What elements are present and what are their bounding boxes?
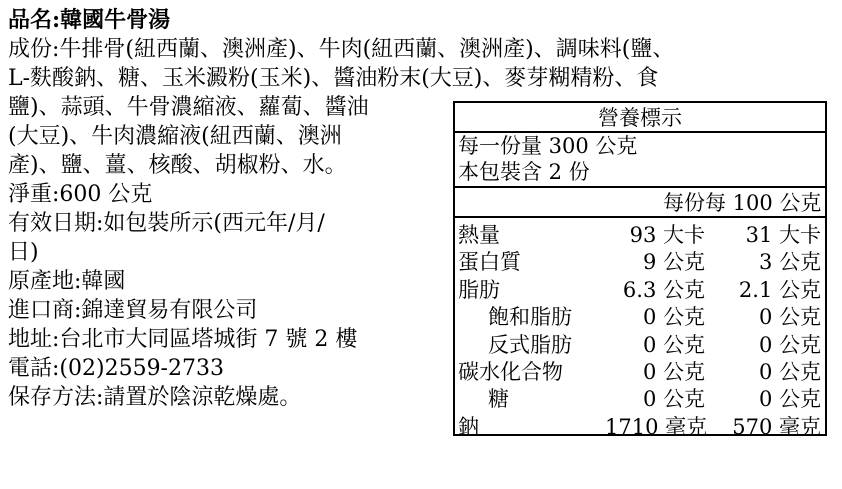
nutrient-per-100g: 3 公克 — [758, 250, 821, 275]
nutrient-name — [455, 304, 605, 331]
nutrient-name-text: 糖 — [488, 387, 509, 412]
nutrition-row — [455, 414, 825, 441]
nutrient-per-100g: 0 公克 — [758, 387, 821, 412]
nutrient-name — [455, 386, 605, 413]
nutrient-name-text: 反式脂肪 — [488, 332, 572, 357]
servings-per-package: 本包裝含 2 份 — [458, 160, 590, 184]
nutrient-per-serving: 0 公克 — [642, 387, 705, 412]
expiry-line-2: 日) — [8, 240, 39, 265]
nutrition-title: 營養標示 — [455, 103, 825, 133]
nutrient-per-100g: 570 毫克 — [732, 414, 821, 439]
expiry-line-1: 有效日期:如包裝所示(西元年/月/ — [8, 211, 325, 236]
header-per-100g: 每 100 公克 — [705, 191, 822, 215]
net-weight: 淨重:600 公克 — [8, 182, 153, 207]
nutrient-name: 脂肪 — [458, 277, 500, 302]
ingredients-line-4: (大豆)、牛肉濃縮液(紐西蘭、澳洲 — [8, 124, 342, 149]
nutrition-row — [455, 386, 825, 413]
nutrient-name: 熱量 — [458, 223, 500, 247]
nutrient-per-100g: 0 公克 — [758, 332, 821, 357]
phone: 電話:(02)2559-2733 — [8, 356, 224, 381]
nutrition-row — [455, 332, 825, 359]
serving-info — [455, 133, 825, 188]
nutrition-row — [455, 222, 825, 249]
nutrient-name-text: 飽和脂肪 — [488, 305, 572, 330]
nutrient-per-serving: 6.3 公克 — [622, 277, 705, 302]
nutrition-header-row — [455, 188, 825, 218]
nutrient-per-serving: 0 公克 — [642, 332, 705, 357]
nutrient-per-serving: 0 公克 — [642, 359, 705, 384]
ingredients-line-1: 成份:牛排骨(紐西蘭、澳洲產)、牛肉(紐西蘭、澳洲產)、調味料(鹽、 — [8, 37, 675, 62]
nutrition-facts-table — [453, 101, 827, 439]
nutrient-per-serving: 0 公克 — [642, 305, 705, 330]
nutrient-per-100g: 2.1 公克 — [738, 277, 821, 302]
ingredients-line-3: 鹽)、蒜頭、牛骨濃縮液、蘿蔔、醬油 — [8, 95, 369, 120]
nutrient-per-100g: 0 公克 — [758, 305, 821, 330]
nutrient-name: 蛋白質 — [458, 250, 521, 275]
nutrient-per-100g: 31 大卡 — [745, 223, 821, 247]
product-name: 品名:韓國牛骨湯 — [8, 7, 171, 33]
nutrition-row — [455, 304, 825, 331]
header-blank — [455, 188, 605, 216]
serving-size: 每一份量 300 公克 — [458, 134, 638, 158]
importer: 進口商:錦達貿易有限公司 — [8, 298, 258, 323]
ingredients-line-5: 產)、鹽、薑、核酸、胡椒粉、水。 — [8, 153, 347, 178]
nutrient-per-serving: 1710 毫克 — [605, 414, 708, 439]
origin: 原產地:韓國 — [8, 269, 126, 294]
nutrient-per-100g: 0 公克 — [758, 359, 821, 384]
nutrition-row — [455, 359, 825, 386]
nutrient-per-serving: 9 公克 — [642, 250, 705, 275]
nutrient-name: 鈉 — [458, 414, 479, 439]
nutrient-name — [455, 332, 605, 359]
nutrition-row — [455, 277, 825, 304]
nutrient-name: 碳水化合物 — [458, 359, 563, 384]
header-per-serving: 每份 — [663, 191, 705, 215]
ingredients-line-2: L-麩酸鈉、糖、玉米澱粉(玉米)、醬油粉末(大豆)、麥芽糊精粉、食 — [8, 66, 659, 91]
storage: 保存方法:請置於陰涼乾燥處。 — [8, 385, 302, 410]
address: 地址:台北市大同區塔城街 7 號 2 樓 — [8, 327, 358, 352]
nutrient-per-serving: 93 大卡 — [629, 223, 705, 247]
nutrition-row — [455, 249, 825, 276]
